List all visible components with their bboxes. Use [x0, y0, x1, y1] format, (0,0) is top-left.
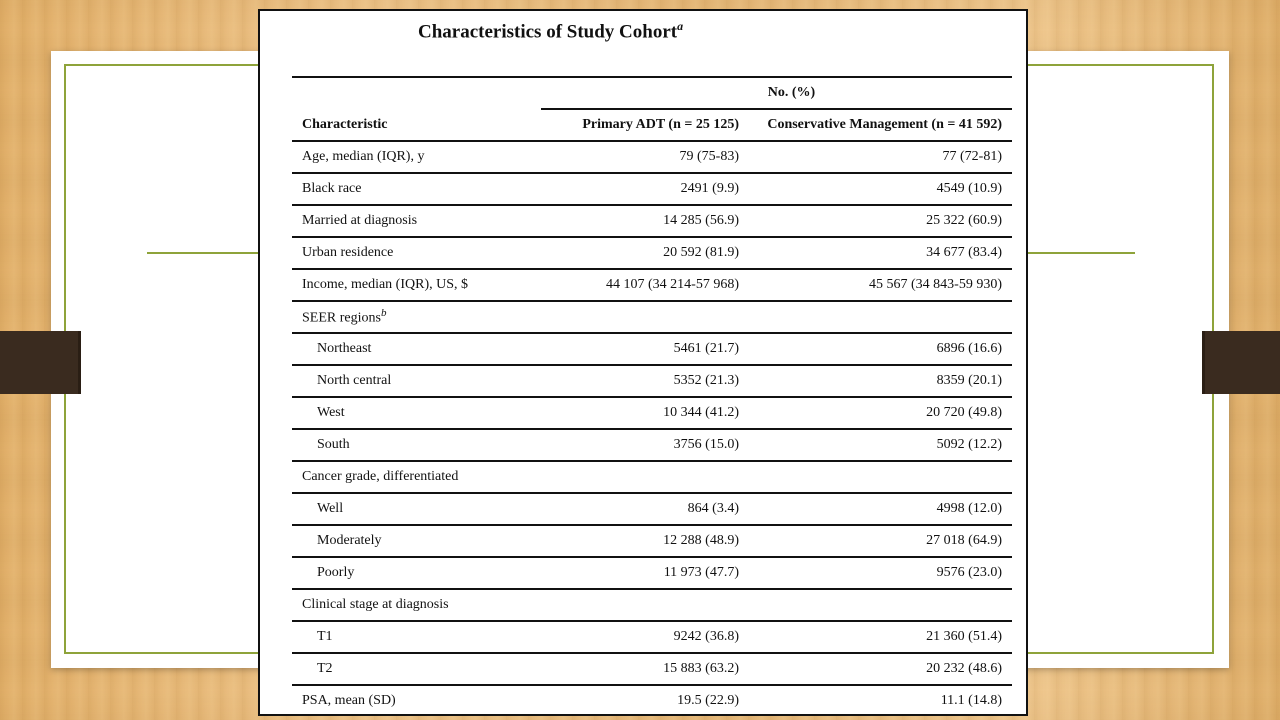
table-row [292, 269, 1012, 301]
cell-conservative-management: 34 677 (83.4) [749, 237, 1012, 269]
table-row [292, 365, 1012, 397]
row-label: North central [317, 373, 392, 388]
row-label-cell [292, 141, 541, 173]
row-label: Age, median (IQR), y [302, 149, 425, 164]
row-label-cell [292, 621, 541, 653]
cell-primary-adt: 2491 (9.9) [541, 173, 749, 205]
row-label: Married at diagnosis [302, 213, 418, 228]
column-header-characteristic: Characteristic [292, 109, 541, 141]
slide-tab-right [1202, 331, 1280, 394]
cell-primary-adt: 3756 (15.0) [541, 429, 749, 461]
cell-conservative-management: 77 (72-81) [749, 141, 1012, 173]
table-row [292, 653, 1012, 685]
cell-primary-adt: 5352 (21.3) [541, 365, 749, 397]
cell-conservative-management: 4549 (10.9) [749, 173, 1012, 205]
cell-conservative-management: 20 232 (48.6) [749, 653, 1012, 685]
row-label: Northeast [317, 341, 372, 356]
row-label: SEER regions [302, 310, 381, 326]
cell-primary-adt: 79 (75-83) [541, 141, 749, 173]
cell-primary-adt: 10 344 (41.2) [541, 397, 749, 429]
group-header-spacer [292, 77, 541, 109]
row-label: Black race [302, 181, 362, 196]
table-row [292, 397, 1012, 429]
table-row [292, 493, 1012, 525]
cell-conservative-management: 27 018 (64.9) [749, 525, 1012, 557]
row-label-cell [292, 237, 541, 269]
cell-primary-adt: 20 592 (81.9) [541, 237, 749, 269]
row-label: T2 [317, 661, 333, 676]
table-title-text: Characteristics of Study Cohort [418, 21, 678, 43]
row-label: Clinical stage at diagnosis [302, 597, 449, 612]
slide-accent-line-right [1020, 252, 1135, 254]
row-label-cell [292, 301, 541, 333]
cell-conservative-management: 20 720 (49.8) [749, 397, 1012, 429]
column-header-primary-adt: Primary ADT (n = 25 125) [541, 109, 749, 141]
row-label-cell [292, 685, 541, 716]
table-title [418, 19, 683, 43]
row-label-cell [292, 333, 541, 365]
group-header: No. (%) [541, 77, 1012, 109]
cell-primary-adt [541, 461, 749, 493]
row-label: T1 [317, 629, 333, 644]
cell-conservative-management: 5092 (12.2) [749, 429, 1012, 461]
cell-conservative-management: 4998 (12.0) [749, 493, 1012, 525]
cell-primary-adt: 44 107 (34 214-57 968) [541, 269, 749, 301]
cell-primary-adt: 9242 (36.8) [541, 621, 749, 653]
table-row [292, 141, 1012, 173]
cell-primary-adt: 19.5 (22.9) [541, 685, 749, 716]
row-label-footnote-marker: b [380, 307, 387, 320]
row-label-cell [292, 429, 541, 461]
row-label: Urban residence [302, 245, 394, 260]
cell-conservative-management [749, 461, 1012, 493]
row-label-cell [292, 461, 541, 493]
row-label-cell [292, 493, 541, 525]
table-row [292, 525, 1012, 557]
cell-primary-adt: 5461 (21.7) [541, 333, 749, 365]
cell-conservative-management [749, 301, 1012, 333]
table-title-footnote-marker: a [677, 19, 684, 33]
row-label: Cancer grade, differentiated [302, 469, 459, 484]
row-label-cell [292, 205, 541, 237]
table-row [292, 685, 1012, 716]
cell-primary-adt [541, 589, 749, 621]
row-label-cell [292, 557, 541, 589]
table-row [292, 429, 1012, 461]
row-label-cell [292, 173, 541, 205]
cohort-characteristics-table [292, 76, 1012, 716]
table-row [292, 621, 1012, 653]
row-label-cell [292, 589, 541, 621]
row-label-cell [292, 397, 541, 429]
row-label-cell [292, 269, 541, 301]
table-row [292, 173, 1012, 205]
row-label: Income, median (IQR), US, $ [302, 277, 469, 292]
column-header-conservative-management: Conservative Management (n = 41 592) [749, 109, 1012, 141]
table-row [292, 237, 1012, 269]
cell-conservative-management: 21 360 (51.4) [749, 621, 1012, 653]
row-label: Well [317, 501, 344, 516]
cell-primary-adt [541, 301, 749, 333]
cell-conservative-management: 11.1 (14.8) [749, 685, 1012, 716]
cell-conservative-management: 6896 (16.6) [749, 333, 1012, 365]
table-image [258, 9, 1028, 716]
table-body [292, 141, 1012, 716]
table-row [292, 301, 1012, 333]
cell-primary-adt: 864 (3.4) [541, 493, 749, 525]
cell-conservative-management: 45 567 (34 843-59 930) [749, 269, 1012, 301]
table-row [292, 205, 1012, 237]
cell-primary-adt: 15 883 (63.2) [541, 653, 749, 685]
table-row [292, 557, 1012, 589]
row-label: Poorly [317, 565, 355, 580]
cell-primary-adt: 12 288 (48.9) [541, 525, 749, 557]
row-label: West [317, 405, 345, 420]
cell-conservative-management: 25 322 (60.9) [749, 205, 1012, 237]
row-label: PSA, mean (SD) [302, 693, 396, 708]
cell-conservative-management: 9576 (23.0) [749, 557, 1012, 589]
cell-conservative-management [749, 589, 1012, 621]
cell-conservative-management: 8359 (20.1) [749, 365, 1012, 397]
cell-primary-adt: 14 285 (56.9) [541, 205, 749, 237]
row-label-cell [292, 525, 541, 557]
row-label-cell [292, 653, 541, 685]
cell-primary-adt: 11 973 (47.7) [541, 557, 749, 589]
table-row [292, 461, 1012, 493]
table-column-header-row [292, 109, 1012, 141]
slide-tab-left [0, 331, 81, 394]
table-row [292, 589, 1012, 621]
slide-accent-line-left [147, 252, 267, 254]
row-label: Moderately [317, 533, 382, 548]
table-group-header-row [292, 77, 1012, 109]
row-label: South [317, 437, 350, 452]
row-label-cell [292, 365, 541, 397]
table-row [292, 333, 1012, 365]
